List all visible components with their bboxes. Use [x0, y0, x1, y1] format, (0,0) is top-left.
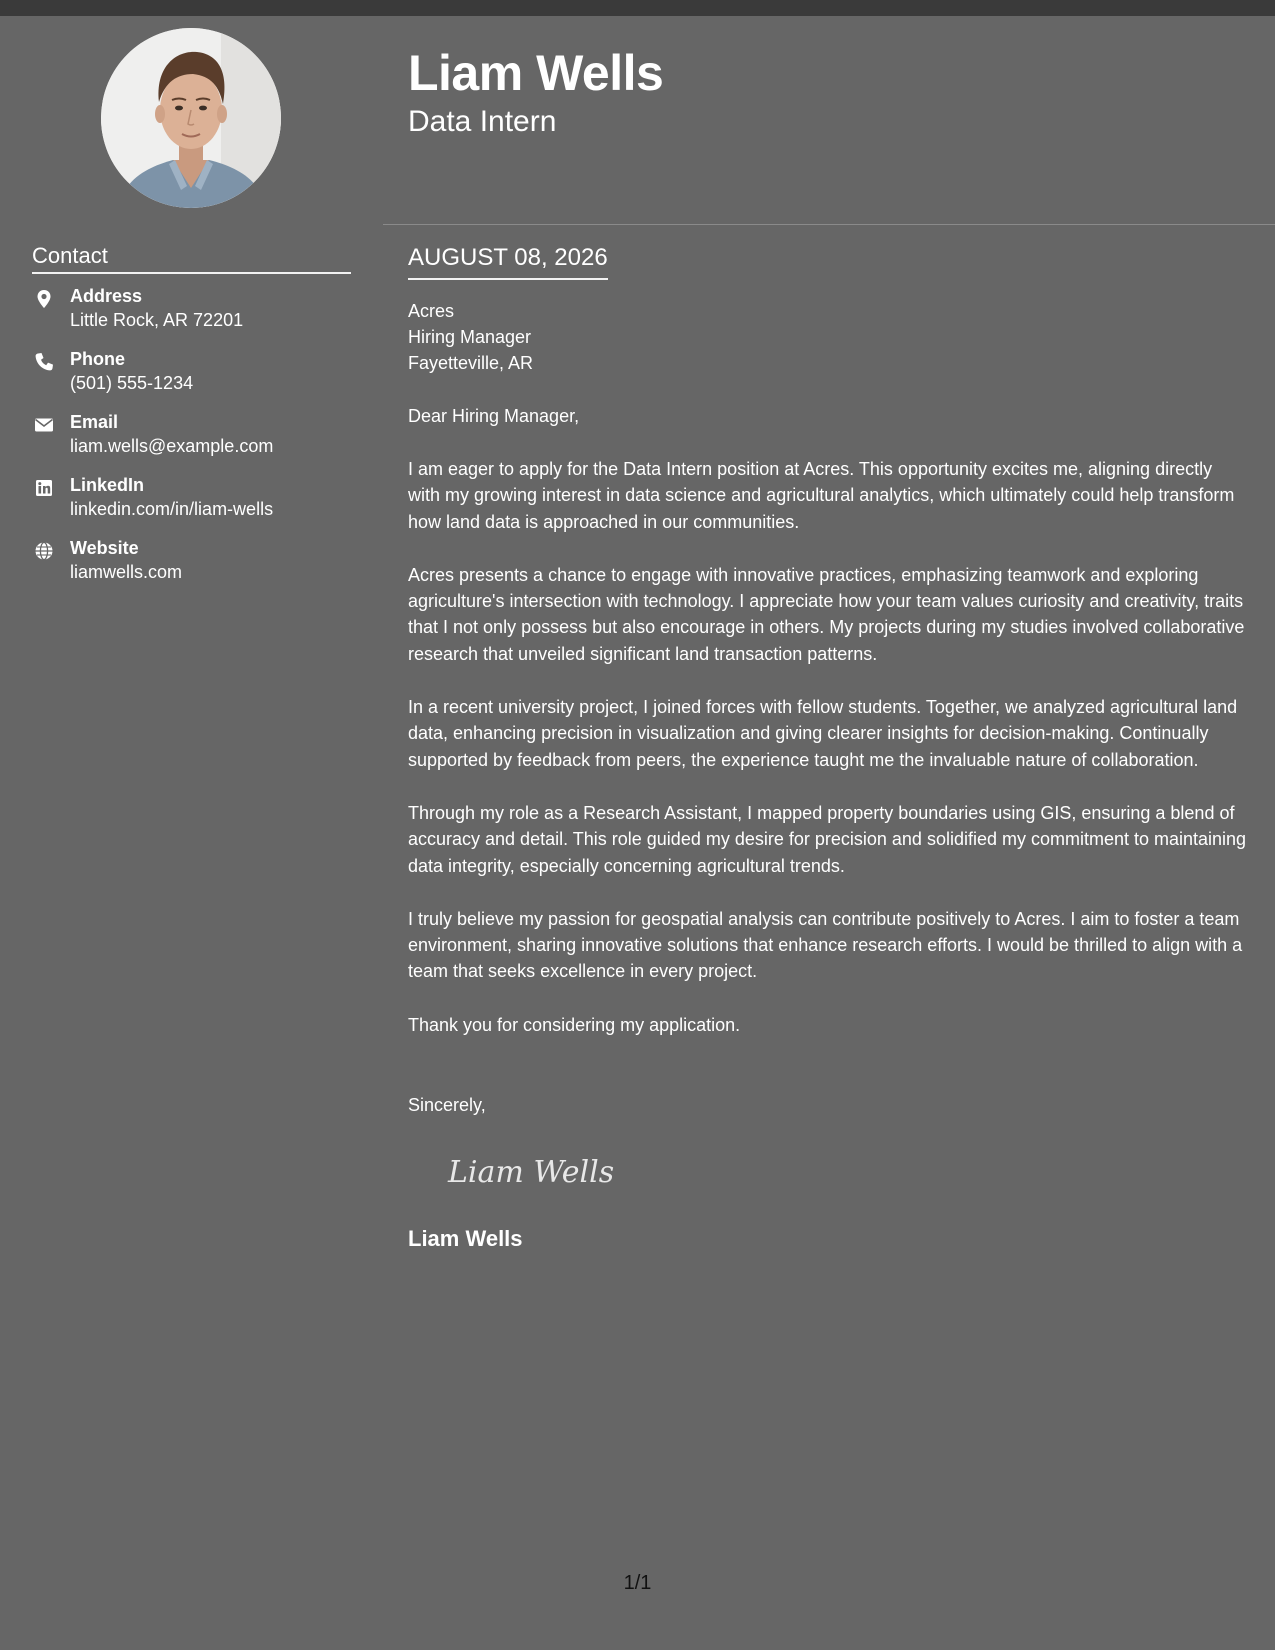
envelope-icon [34, 415, 54, 435]
avatar [101, 28, 281, 208]
contact-address [32, 284, 362, 347]
letter-date: AUGUST 08, 2026 [408, 242, 608, 280]
linkedin-icon [34, 478, 54, 498]
linkedin-value[interactable]: linkedin.com/in/liam-wells [70, 499, 274, 519]
body-paragraph: Acres presents a chance to engage with innovative practices, emphasizing teamwork and exploring agriculture's intersection with technology. I appreciate how your team values curiosity and creativity, traits that I not only possess but also encourage in others. My projects during my studies involved collaborative research that unveiled significant land transaction patterns. [408, 564, 1245, 664]
contact-phone [32, 347, 362, 410]
email-value[interactable]: liam.wells@example.com [70, 436, 274, 456]
page-number: 1/1 [623, 1572, 652, 1594]
body-paragraph: In a recent university project, I joined forces with fellow students. Together, we analyzed agricultural land data, enhancing precision in visualization and giving clearer insights for decision-making. Continually supported by feedback from peers, the experience taught me the invaluable nature of collaboration. [408, 697, 1238, 770]
contact-label: Address [70, 286, 143, 306]
body-paragraph: I am eager to apply for the Data Intern position at Acres. This opportunity excites me, aligning directly with my growing interest in data science and agricultural analytics, which ultimately could help transform how land data is approached in our communities. [408, 459, 1235, 532]
body-paragraph: I truly believe my passion for geospatial analysis can contribute positively to Acres. I aim to foster a team environment, sharing innovative solutions that enhance research efforts. I would be thrilled to align with a team that seeks excellence in every project. [408, 908, 1243, 982]
header-divider [383, 224, 1275, 225]
signature [444, 1146, 644, 1196]
closing-paragraph: Thank you for considering my application. [408, 1014, 741, 1035]
map-pin-icon [34, 289, 54, 309]
contact-email [32, 410, 362, 473]
recipient-role: Hiring Manager [408, 327, 532, 347]
phone-icon [34, 352, 54, 372]
body-paragraph: Through my role as a Research Assistant, I mapped property boundaries using GIS, ensuring a blend of accuracy and detail. This role guided my desire for precision and solidified my commitment to maintaining data integrity, especially concerning agricultural trends. [408, 802, 1247, 876]
contact-label: Website [70, 538, 139, 558]
contact-website [32, 536, 362, 599]
contact-label: LinkedIn [70, 475, 145, 495]
recipient-block [408, 298, 1248, 376]
contact-list [32, 284, 362, 599]
cover-letter [408, 242, 1248, 1253]
recipient-location: Fayetteville, AR [408, 353, 534, 373]
salutation: Dear Hiring Manager, [408, 406, 580, 426]
applicant-name: Liam Wells [408, 45, 664, 101]
recipient-company: Acres [408, 301, 455, 321]
globe-icon [34, 541, 54, 561]
signed-name: Liam Wells [408, 1226, 523, 1252]
phone-value: (501) 555-1234 [70, 373, 194, 393]
contact-linkedin [32, 473, 362, 536]
contact-label: Phone [70, 349, 126, 369]
website-value[interactable]: liamwells.com [70, 562, 183, 582]
sidebar [0, 16, 382, 1650]
job-title: Data Intern [408, 105, 557, 138]
contact-heading: Contact [32, 242, 351, 274]
top-bar [0, 0, 1275, 16]
closing: Sincerely, [408, 1095, 486, 1116]
contact-label: Email [70, 412, 119, 432]
profile-photo [101, 28, 281, 208]
address-value: Little Rock, AR 72201 [70, 310, 244, 330]
signature-text: Liam Wells [448, 1155, 615, 1191]
